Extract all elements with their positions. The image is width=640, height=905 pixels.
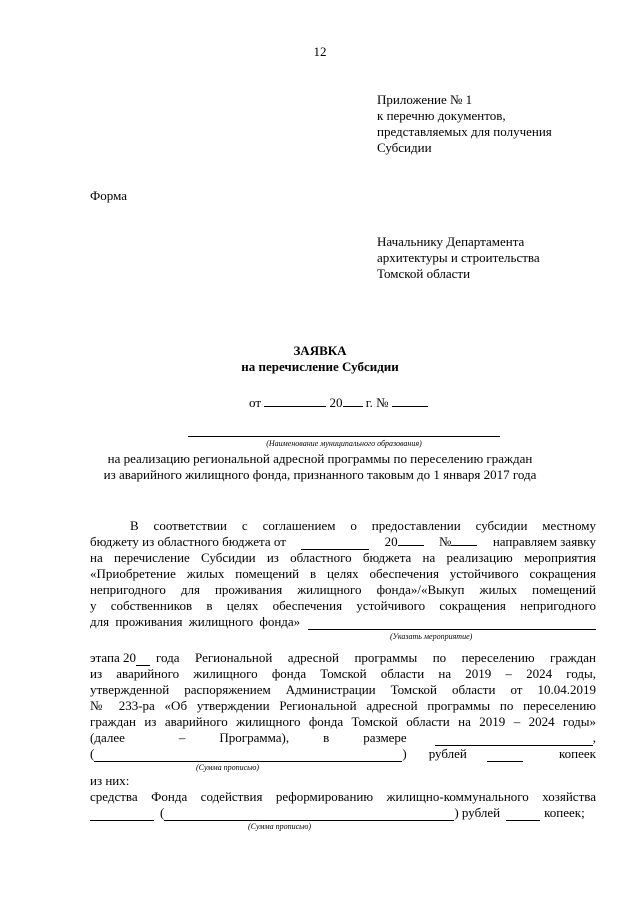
body-text: этапа 20 <box>90 650 136 665</box>
agreement-number-field[interactable] <box>451 533 477 546</box>
addressee-line: Начальнику Департамента <box>377 234 525 249</box>
kopecks-field[interactable] <box>487 749 523 762</box>
amount-words-field[interactable] <box>94 749 402 762</box>
body-text: ) рублей <box>454 805 501 820</box>
document-subtitle: на перечисление Субсидии <box>241 359 399 374</box>
body-text: года Региональной адресной программы по переселению граждан <box>156 650 596 665</box>
body-line: «Приобретение жилых помещений в целях обеспечения устойчивого сокращения <box>90 566 596 581</box>
body-text: , <box>592 730 596 745</box>
amount-caption: (Сумма прописью) <box>196 763 260 772</box>
number-field[interactable] <box>392 394 428 407</box>
addressee-line: архитектуры и строительства <box>377 250 540 265</box>
body-text: Программа), <box>219 730 290 745</box>
body-text: ( <box>90 746 95 761</box>
body-text: для проживания жилищного фонда» <box>90 614 301 629</box>
body-line: средства Фонда содействия реформированию жилищно-коммунального хозяйства <box>90 789 596 804</box>
amount-words-line <box>90 746 596 762</box>
fund-kopecks-field[interactable] <box>506 808 540 821</box>
fund-amount-line <box>90 805 596 821</box>
body-text: размере <box>363 730 407 745</box>
fund-words-field[interactable] <box>164 808 454 821</box>
agreement-date-field[interactable] <box>301 537 369 550</box>
body-line: непригодного для проживания жилищного фонда»/«Выкуп жилых помещений <box>90 582 596 597</box>
measure-caption: (Указать мероприятие) <box>390 632 473 641</box>
form-label: Форма <box>90 188 127 203</box>
municipality-caption: (Наименование муниципального образования) <box>266 439 422 448</box>
amount-line <box>90 730 596 746</box>
page-number: 12 <box>313 44 327 59</box>
body-line: из аварийного жилищного фонда Томской области на 2019 – 2024 годы, <box>90 666 596 681</box>
body-line: граждан из аварийного жилищного фонда Томской области на 2019 – 2024 годы» <box>90 714 596 729</box>
fund-caption: (Сумма прописью) <box>248 822 312 831</box>
body-line: на перечисление Субсидии из областного бюджета на реализацию мероприятия <box>90 550 596 565</box>
body-line: из них: <box>90 773 130 788</box>
appendix-line: к перечню документов, <box>377 108 506 123</box>
body-line: В соответствии с соглашением о предоставлении субсидии местному <box>130 518 596 533</box>
body-line-with-fields <box>90 534 596 550</box>
body-text: бюджету из областного бюджета от <box>90 534 286 549</box>
agreement-year-field[interactable] <box>398 533 424 546</box>
body-text: направляем заявку <box>492 534 596 549</box>
year-field[interactable] <box>343 394 363 407</box>
document-title: ЗАЯВКА <box>293 343 347 358</box>
date-line <box>249 394 428 411</box>
stage-year-field[interactable] <box>136 653 150 666</box>
appendix-block <box>377 92 552 156</box>
body-text: (далее <box>90 730 125 745</box>
program-intro-line: на реализацию региональной адресной программы по переселению граждан <box>107 451 533 466</box>
body-line: утвержденной распоряжением Администрации Томской области от 10.04.2019 <box>90 682 596 697</box>
body-text: № <box>439 534 452 549</box>
body-text: – <box>178 730 186 745</box>
appendix-line: Приложение № 1 <box>377 92 473 107</box>
agreement-number-group <box>439 533 477 550</box>
body-line-with-field <box>90 650 596 666</box>
body-text: ) <box>402 746 407 761</box>
measure-field[interactable] <box>308 617 596 630</box>
date-from-label: от <box>249 395 262 410</box>
fund-digits-field[interactable] <box>90 808 154 821</box>
body-text: копеек <box>559 746 596 761</box>
body-text: ( <box>160 805 165 820</box>
body-line: № 233-ра «Об утверждении Региональной адресной программы по переселению <box>90 698 596 713</box>
body-text: 20 <box>384 534 398 549</box>
number-label: г. № <box>365 395 389 410</box>
municipality-field[interactable] <box>188 436 500 437</box>
program-intro-line: из аварийного жилищного фонда, признанного таковым до 1 января 2017 года <box>103 467 537 482</box>
date-field[interactable] <box>264 394 326 407</box>
appendix-line: Субсидии <box>377 140 432 155</box>
body-line: у собственников в целях обеспечения устойчивого сокращения непригодного <box>90 598 596 613</box>
body-text: рублей <box>428 746 467 761</box>
body-text: копеек; <box>544 805 585 820</box>
body-text: в <box>323 730 330 745</box>
body-line-with-field <box>90 614 596 630</box>
agreement-year-group <box>385 533 424 550</box>
addressee-block <box>377 234 540 282</box>
addressee-line: Томской области <box>377 266 471 281</box>
year-prefix: 20 <box>329 395 343 410</box>
appendix-line: представляемых для получения <box>377 124 552 139</box>
amount-digits-field[interactable] <box>435 733 593 746</box>
